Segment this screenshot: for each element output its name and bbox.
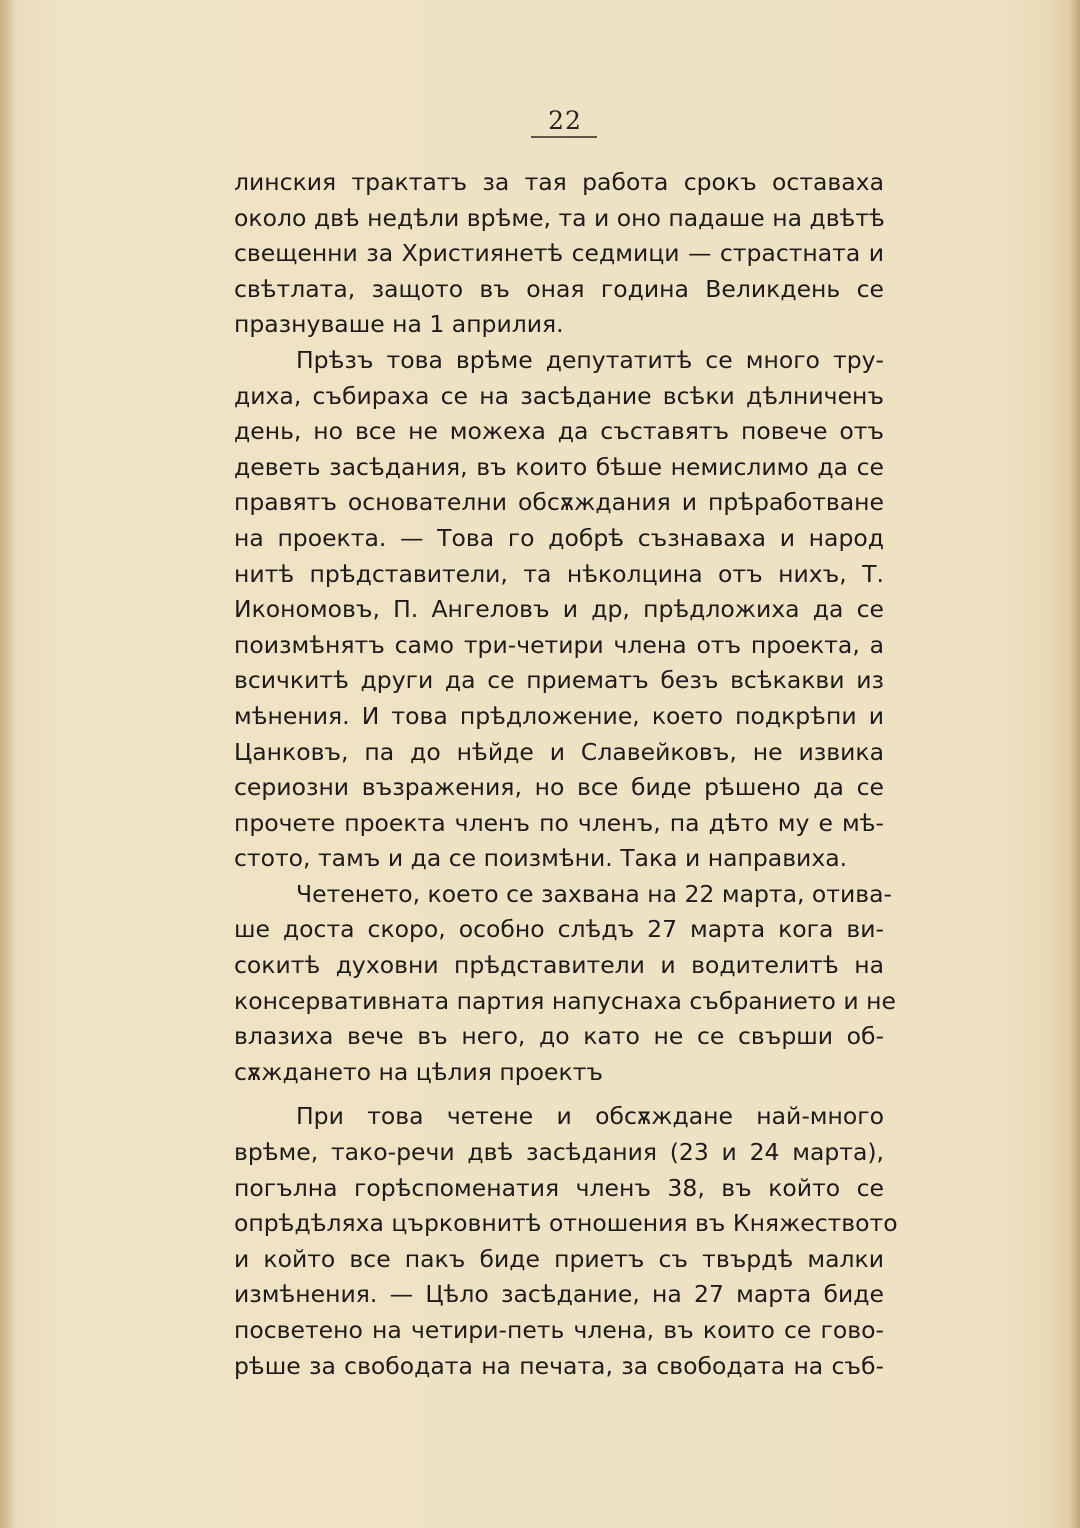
page-number: 22 [548, 106, 582, 135]
text-line: правятъ основателни обсѫждания и прѣработване [234, 488, 884, 517]
text-line: свѣтлата, защото въ оная година Великдень се [234, 274, 884, 303]
body-text [234, 165, 898, 1384]
text-line: Цанковъ, па до нѣйде и Славейковъ, не извика [234, 737, 884, 766]
text-line: прочете проекта членъ по членъ, па дѣто му е мѣ- [234, 808, 884, 837]
page-spine-shadow [0, 0, 14, 1528]
text-line: сериозни възражения, но все биде рѣшено да се [234, 773, 884, 802]
text-line: сокитѣ духовни прѣдставители и водителитѣ на [234, 951, 884, 980]
text-line: измѣнения. — Цѣло засѣдание, на 27 марта биде [234, 1280, 884, 1309]
text-line: всичкитѣ други да се приематъ безъ всѣкакви из [234, 666, 884, 695]
text-line: Икономовъ, П. Ангеловъ и др, прѣдложиха да се [234, 595, 884, 624]
text-line: ше доста скоро, особно слѣдъ 27 марта кога ви- [234, 915, 884, 944]
text-line: около двѣ недѣли врѣме, та и оно падаше на двѣтѣ [234, 203, 885, 232]
text-line: стото, тамъ и да се поизмѣни. Така и направиха. [234, 844, 848, 873]
text-line: празнуваше на 1 априлия. [234, 310, 564, 339]
page-number-rule [531, 136, 597, 138]
text-line: линския трактатъ за тая работа срокъ оставаха [234, 168, 884, 196]
text-line: опрѣдѣляха църковнитѣ отношения въ Княжеството [234, 1209, 898, 1238]
page-right-edge [1070, 0, 1080, 1528]
text-line: консервативната партия напуснаха събранието и не [234, 986, 896, 1015]
text-line: свещенни за Християнетѣ седмици — страстната и [234, 239, 884, 268]
text-line: диха, събираха се на засѣдание всѣки дѣлниченъ [234, 381, 884, 410]
text-line: влазиха вече въ него, до като не се свърши об- [234, 1022, 884, 1051]
text-line: поизмѣнятъ само три-четири члена отъ проекта, а [234, 630, 884, 659]
text-line: сѫждането на цѣлия проектъ [234, 1057, 604, 1086]
text-line: деветь засѣдания, въ които бѣше немислимо да се [234, 452, 884, 481]
text-line: нитѣ прѣдставители, та нѣколцина отъ нихъ, Т. [234, 559, 884, 588]
text-line: рѣше за свободата на печата, за свободата на съб- [234, 1351, 884, 1380]
text-line: погълна горѣспоменатия членъ 38, въ който се [234, 1173, 884, 1202]
text-line: посветено на четири-петь члена, въ които се гово- [234, 1316, 884, 1344]
text-line: на проекта. — Това го добрѣ съзнаваха и народ [234, 523, 884, 552]
text-line: врѣме, тако-речи двѣ засѣдания (23 и 24 марта), [234, 1138, 884, 1167]
text-line: мѣнения. И това прѣдложение, което подкрѣпи и [234, 701, 884, 730]
text-line: день, но все не можеха да съставятъ повече отъ [234, 417, 884, 446]
text-line: Прѣзъ това врѣме депутатитѣ се много тру- [296, 345, 884, 374]
text-line: и който все пакъ биде приетъ съ твърдѣ малки [234, 1244, 884, 1273]
text-line: Четенето, което се захвана на 22 марта, отива- [296, 879, 893, 908]
text-line: При това четене и обсѫждане най-много [296, 1102, 884, 1131]
